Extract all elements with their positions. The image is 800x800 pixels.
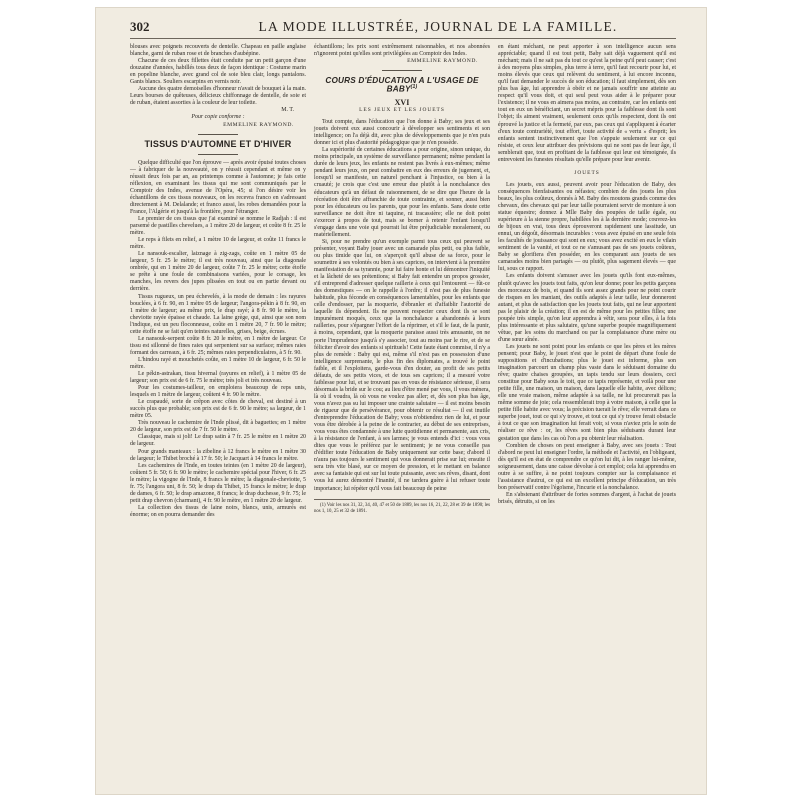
col2-paragraph: La supériorité de certaines éducations a pour origine, sinon unique, du moins principale, un système de surveillance permanent; même pendant la durée de leurs jeux, les enfants ne restent pas livrés à eux-mêmes; même pendant leurs jeux, on peut combattre en eux des erreurs de jugement, et, lorsqu'il se manifeste, un naturel penchant à l'injustice, ou bien à la cruauté; je crois que c'est une erreur due plutôt à la nonchalance des éducateurs qu'à un défaut de raisonnement, de se dire que l'heure de la récréation doit être affranchie de toute contrainte, et sonner, aussi bien pour les éducateurs ou les parents, que pour les enfants. Sans doute cette surveillance ne doit être ni taquine, ni tracassière; elle ne doit point s'exercer à propos de tout, mais se borner à retenir l'enfant lorsqu'il s'engage dans une voie qui pourrait lui être préjudiciable moralement, ou matériellement. (314, 147, 490, 238)
author-initials: M. T. (281, 107, 294, 114)
footnote-marker: (1) (410, 84, 418, 91)
col3-paragraph: Combien de choses on peut enseigner à Baby, avec ses jouets : Tout d'abord ne peut lui enseigner l'ordre, la méthode et l'activité, en l'obligeant, dès qu'il est en état de comprendre ce qu'on lui dit, à les ranger lui-même, soigneusement, dans une caisse dévolue à cet emploi; cela lui apprendra en outre à se suffire, à ne point toujours compter sur la complaisance et l'assistance d'autrui, ce qui est un excellent principe d'éducation, un très bon préservatif contre l'égoïsme, l'incurie et la nonchalance. (498, 442, 676, 491)
col3-paragraph: en étant méchant, ne peut apporter à son intelligence aucun sens appréciable; quand il est tout petit, Baby sait déjà vaguement qu'il est méchant; mais il ne sait pas du tout ce qu'est la peine qu'il peut causer; c'est à des moyens plus simples, plus terre à terre, qu'il faut recourir pour lui, et moins élevés que ceux qui relèvent du sentiment, à lui encore inconnu, qu'il faut demander le succès de son éducation; il faut simplement, dès son plus bas âge, lui apprendre à obéir et ne jamais souffrir une atteinte au respect qu'il vous doit, et qui seul peut vous aider à le préparer pour l'existence; il ne vous en aimera pas moins, au contraire, car les enfants ont tout en eux un bénéficiant, un secret mépris pour la faiblesse dont ils sont l'objet; ils aiment vraiment, seulement ceux qu'ils respectent, dont ils ont éprouvé la justice et la fermeté, par eux, pas ceux qui s'appliquent à écarter d'eux toute contrariété, tout effort, toute activité de « vertu » d'esprit; les enfants sentent instinctivement que l'on s'appuie seulement sur ce qui résiste, et ceux leur attribuer des prévisions qui ne sont pas de leur âge, il semblerait que, tout en profitant de la faiblesse qui leur est témoignée, ils entrevoient les funestes résultats qu'elle prépare pour leur avenir. (498, 44, 676, 163)
copy-note: Pour copie conforme : (191, 114, 245, 121)
col2-paragraph: Si, pour ne prendre qu'un exemple parmi tous ceux qui peuvent se présenter, voyant Baby jouer avec un camarade plus petit, ou plus faible, ou plus timide que lui, on s'aperçoit qu'il abuse de sa force, pour le soumettre à ses volontés ou bien à ses caprices, on intervient à la première manifestation de sa tyrannie, pour lui faire honte et lui démontrer l'iniquité et la lâcheté de ses prétentions; si Baby fait entendre un propos grossier, s'il entreprend d'adresser quelque raillerie à ceux qui l'entourent — fût-ce des domestiques — on le rappelle à l'ordre; il n'est pas de plus funeste habitude, plus féconde en conséquences lamentables, pour les enfants que celle d'endosser, par la moquerie, d'ébranler et d'affaiblir l'autorité de laquelle ils dépendent. Ils ne peuvent respecter ceux dont ils se sont impunément moqués, ceux que la nonchalance a abandonnés à leurs railleries, pour s'épargner l'effort de la réprimer, et s'il le faut, de la punir, à moins, cependant, que la moquerie paraisse aussi très amusante, on ne porte l'imprudence jusqu'à s'y associer, tout au moins par le rire, et de se féliciter d'avoir des enfants si spirituels! Cette faute étant commise, il n'y a plus de remède : Baby qui est, même s'il n'est pas en possession d'une intelligence surprenante, le plus fin des diplomates, a trouvé le point faible, et il l'exploitera, garde-vous d'en douter, au profit de ses petits défauts, de ses petits vices, et de tous ses caprices; il a mesuré votre faiblesse pour lui, et se trouvant pas en vous de résistance sérieuse, il sera désormais la bride sur le cou; au lieu d'être mené par vous, il vous mènera, là où il voudra, là où vous ne voulez pas aller; et, dès son plus bas âge, vous n'avez pas su lui imposer une crainte salutaire — il est moins besoin de rigueur que de persévérance, pour obtenir ce résultat — il est inutile d'entreprendre l'éducation de Baby; vous n'obtiendrez rien de lui, et pour vous être dérobée à la peine de le contrarier, au début de ses entreprises, vous vous êtes condamnée à une lutte quotidienne et permanente, aux cris, à la résistance de l'enfant, à ses larmes; je vous entends d'ici : vous vous dites que vous le préférez par le sentiment; je ne vous conseille pas d'édifier toute l'éducation de Baby uniquement sur cette base; d'abord il n'aura pas toujours le sentiment qui vous donnerait prise sur lui; ensuite il sera très vite blasé, sur ce moyen de pression, et le mettant en balance avec sa fantaisie qui est sur lui toute puissante, avec ses rêves, disant, dont vous lui aurez démontré l'inanité, il ne tardera guère à lui refuser toute importance; lui répéter qu'il vous fait beaucoup de peine (314, 238, 490, 492)
col1-paragraph: Le crapaudé, sorte de crêpon avec côtes de cheval, est destiné à un succès plus que probable; son prix est de 6 fr. 90 le mètre; sa largeur, de 1 mètre 05. (130, 399, 306, 420)
col2-paragraph: Tout compte, dans l'éducation que l'on donne à Baby; ses jeux et ses jouets doivent eux aussi concourir à développer ses sentiments et son intelligence; on l'a déjà dit, avec plus de développements que je n'en puis donner ici et plus d'autorité pédagogique que je n'en possède. (314, 119, 490, 147)
col1-paragraph: Le nansouk-escalier, laiznage à zig-zags, coûte en 1 mètre 05 de largeur, 5 fr. 25 le mètre; il est très nouveau, ainsi que la diagonale ombrée, qui en 1 mètre 20 de largeur, coûte 7 fr. 25 le mètre; cette étoffe se prête à une foule de combinaisons variées, pour le corsage, les manches, les revers des jupes plissées en tout ou en partie devant ou derrière. (130, 251, 306, 293)
column-2 (314, 44, 490, 515)
col1-paragraph: Le premier de ces tissus que j'ai examiné se nomme le Radjah : il est parsemé de pastilles chevelues, a 1 mètre 20 de largeur, et coûte 8 fr. 25 le mètre. (130, 215, 306, 237)
column-1 (130, 44, 306, 519)
col1-paragraph: Très nouveau le cachemire de l'Inde plissé, dit à baguettes; en 1 mètre 20 de largeur, son prix est de 7 fr. 50 le mètre. (130, 420, 306, 434)
article-title-tissus: TISSUS D'AUTOMNE ET D'HIVER (144, 138, 292, 149)
divider (382, 70, 422, 71)
col1-paragraph: Le reps à filets en relief, a 1 mètre 10 de largeur, et coûte 11 francs le mètre. (130, 237, 306, 251)
col3-paragraph: Les enfants doivent s'amuser avec les jouets qu'ils font eux-mêmes, plutôt qu'avec les jouets tout faits, qu'on leur donne; pour les petits garçons des morceaux de bois, et quand ils sont assez grands pour ne point courir de risques en les maniant, des outils adaptés à leur taille, leur donneront autant, et plus de satisfaction que les jouets tout faits, qui ne leur apportent pas le plaisir de la création; il en est de même pour les petites filles; une poupée très simple, qu'on leur apprendra à vêtir, sera pour elles, à la fois plus intéressante et plus salutaire, qu'une superbe poupée magnifiquement vêtue, par les soins du marchand ou par la complaisance d'une mère ou d'une sœur aînée. (498, 273, 676, 343)
col1-paragraph: L'hindou rayé et mouchetés coûte, en 1 mètre 10 de largeur, 6 fr. 50 le mètre. (130, 356, 306, 370)
col3-paragraph: Les jouets ne sont point pour les enfants ce que les pères et les mères pensent; pour Baby, le jouet n'est que le point de départ d'une foule de suppositions et d'incubations; plus le jouet est informe, plus son imagination parcourt un champ plus vaste dans le séduisant domaine du rêve; quatre chaises groupées, un tapis tendu sur leurs dossiers, ceci constitue pour Baby sous le toit, que ce tapis représente, et voilà pour une petite fille, une maison, un maison, dans laquelle elle habite, avec délices; elle une vraie maison, même adaptée à sa taille, ne lui procurerait pas la même somme de joie; cela ressemblerait trop à votre maison, à celle que la petite fille habite avec vous; la précision tuerait le rêve; elle verrait dans ce superbe jouet, tout ce qui s'y trouve, et tout ce qui s'y trouve ferait obstacle à tout ce que son imagination lui ferait voir, si vous n'aviez pris le soin de réaliser ce rêve : or, les rêves sont bien plus séduisants durant leur gestation que dans les cas où l'on a pu obtenir leur réalisation. (498, 343, 676, 442)
col3-paragraph: Les jouets, eux aussi, peuvent avoir pour l'éducation de Baby, des conséquences bienfaisantes ou néfastes; combien de des jouets les plus beaux, les plus coûteux, donnés à M. Baby des moutons grands comme des chevaux, des chevaux qui par leur taille pourraient servir de monture à son statue équestre; donnez à Mlle Baby des poupées de taille égale, ou supérieure à la sienne propre, habillées les à la dernière mode; couvrez-les de bijoux en vrai, tous deux éprouveront rapidement une lassitude, un ennui, un dégoût, désormais incurables : vous avez épuisé en une seule fois les facultés de jouissance qui sont en eux; vous avez excité en eux le vilain sentiment de la vanité, et tout ce ne s'amusant pas de ses jouets coûteux, Baby se glorifiera d'en posséder, en les comparant aux jouets de ses camarades moins bien partagés — ou plutôt, plus sagement élevés — que lui, sous ce rapport. (498, 181, 676, 273)
col1-paragraph: Quelque difficulté que l'on éprouve — après avoir épuisé toutes choses — à fabriquer de la nouveauté, on y réussit cependant et même on y réussit deux fois par an, au printemps comme à l'automne; je fais cette réflexion, en examinant les tissus qui me sont communiqués par le Comptoir des Indes, avenue de l'Opéra, 45; si l'on désire voir les échantillons de ces tissus nouveaux, on les recevra franco en s'adressant directement à M. Delalande; et franco aussi, les robes demandées pour la France, l'Algérie et jusqu'à la frontière, pour l'étranger. (130, 159, 306, 215)
signature: EMMELINE RAYMOND. (407, 58, 478, 65)
section-subtitle-jouets: JOUETS (574, 169, 600, 176)
chapter-subtitle: LES JEUX ET LES JOUETS (359, 107, 445, 114)
col2-intro: échantillons; les prix sont extrêmement raisonnables, et nos abonnées n'ignorent point qu'elles sont privilégiées au Comptoir des Indes. (314, 44, 490, 58)
page-number: 302 (130, 19, 150, 34)
article-title-text: COURS D'ÉDUCATION A L'USAGE DE BABY (325, 76, 479, 94)
col1-paragraph: Aucune des quatre demoiselles d'honneur n'avait de bouquet à la main. Leurs bourses de quêteuses, délicieux chiffonnage de dentelle, de soie et de ruban, étaient assorties à la couleur de leur toilette. (130, 86, 306, 107)
col1-paragraph: La collection des tissus de laine noirs, blancs, unis, armurés est énorme; on en pourra demander des (130, 504, 306, 518)
col1-intro: blouses avec poignets recouverts de dentelle. Chapeau en paille anglaise blanche, garni de ruban rose et de branches d'aubépine. (130, 44, 306, 58)
col1-paragraph: Chacune de ces deux fillettes était conduite par un petit garçon d'une douzaine d'années, habillés tous deux de façon identique : Costume marin en popeline blanche, avec grand col de soie bleu clair, longs pantalons. Gants blancs. Souliers escarpins en vernis noir. (130, 58, 306, 86)
chapter-number: XVI (394, 97, 410, 107)
journal-title: LA MODE ILLUSTRÉE, JOURNAL DE LA FAMILLE. (258, 19, 618, 34)
col3-paragraph: En s'abstenant d'attribuer de fortes sommes d'argent, à l'achat de jouets brisés, détruits, si on les (498, 491, 676, 505)
col1-paragraph: Le pékin-astrakan, tissu hivernal (rayures en relief), à 1 mètre 05 de largeur; son prix est de 6 fr. 75 le mètre; très joli et très nouveau. (130, 371, 306, 385)
divider (198, 134, 238, 135)
col1-paragraph: Pour grands manteaux : la zibeline à 12 francs le mètre en 1 mètre 30 de largeur; le Thibet broché à 17 fr. 50; le Jacquart à 14 francs le mètre. (130, 448, 306, 462)
col1-paragraph: Le nansouk-serpent coûte 8 fr. 20 le mètre, en 1 mètre de largeur. Ce tissu est sillonné de fines raies qui serpentent sur sa surface; mêmes raies formant des carreaux, à 6 fr. 25; mêmes raies perpendiculaires, à 5 fr. 90. (130, 335, 306, 356)
page-header (130, 18, 676, 39)
footnote: (1) Voir les nos 31, 32, 34, 40, 47 et 50 de 1889, les nos 16, 21, 22, 28 et 39 de 1890; les nos 1, 10, 25 et 32 de 1891. (314, 499, 490, 515)
col1-paragraph: Classique, mais si joli! Le drap satin à 7 fr. 25 le mètre en 1 mètre 20 de largeur. (130, 434, 306, 448)
col1-paragraph: Les cachemires de l'Inde, en toutes teintes (en 1 mètre 20 de largeur), coûtent 5 fr. 50; 6 fr. 90 le mètre; le cachemire spécial pour l'hiver, 6 fr. 25 le mètre; la vigogne de l'Inde, 8 francs le mètre; la diagonale-cheviotte, 5 fr. 75; l'angora uni, 8 fr. 50; le drap du Thibet, 15 francs le mètre; le drap de dames, 6 fr. 50; le drap amazone, 8 francs; le drap duchesse, 9 fr. 75; le petit drap chevron (charmant), 4 fr. 90 le mètre, en 1 mètre 20 de largeur. (130, 462, 306, 504)
magazine-page (96, 8, 706, 794)
col1-paragraph: Pour les costumes-tailleur, on emploiera beaucoup de reps unis, lesquels en 1 mètre de largeur, coûtent 4 fr. 90 le mètre. (130, 385, 306, 399)
signature: EMMELINE RAYMOND. (223, 121, 294, 128)
article-title-cours (314, 77, 490, 93)
column-3 (498, 44, 676, 506)
col1-paragraph: Tissus rugueux, un peu échevelés, à la mode de demain : les rayures bouclées, à 6 fr. 90, en 1 mètre 05 de largeur; l'angora-pékin à 8 fr. 90, en 1 mètre de largeur; au même prix, le drap rayé; à 8 fr. 90 le mètre, la cheviotte rayée épaisse et chaude. La laine grège, qui, ainsi que son nom l'indique, est un peu floconneuse, coûte en 1 mètre 20, 7 fr. 90 le mètre; cette étoffe ne se fait qu'en teintes naturelles, grises, beige, écrues. (130, 293, 306, 335)
divider (198, 154, 238, 155)
